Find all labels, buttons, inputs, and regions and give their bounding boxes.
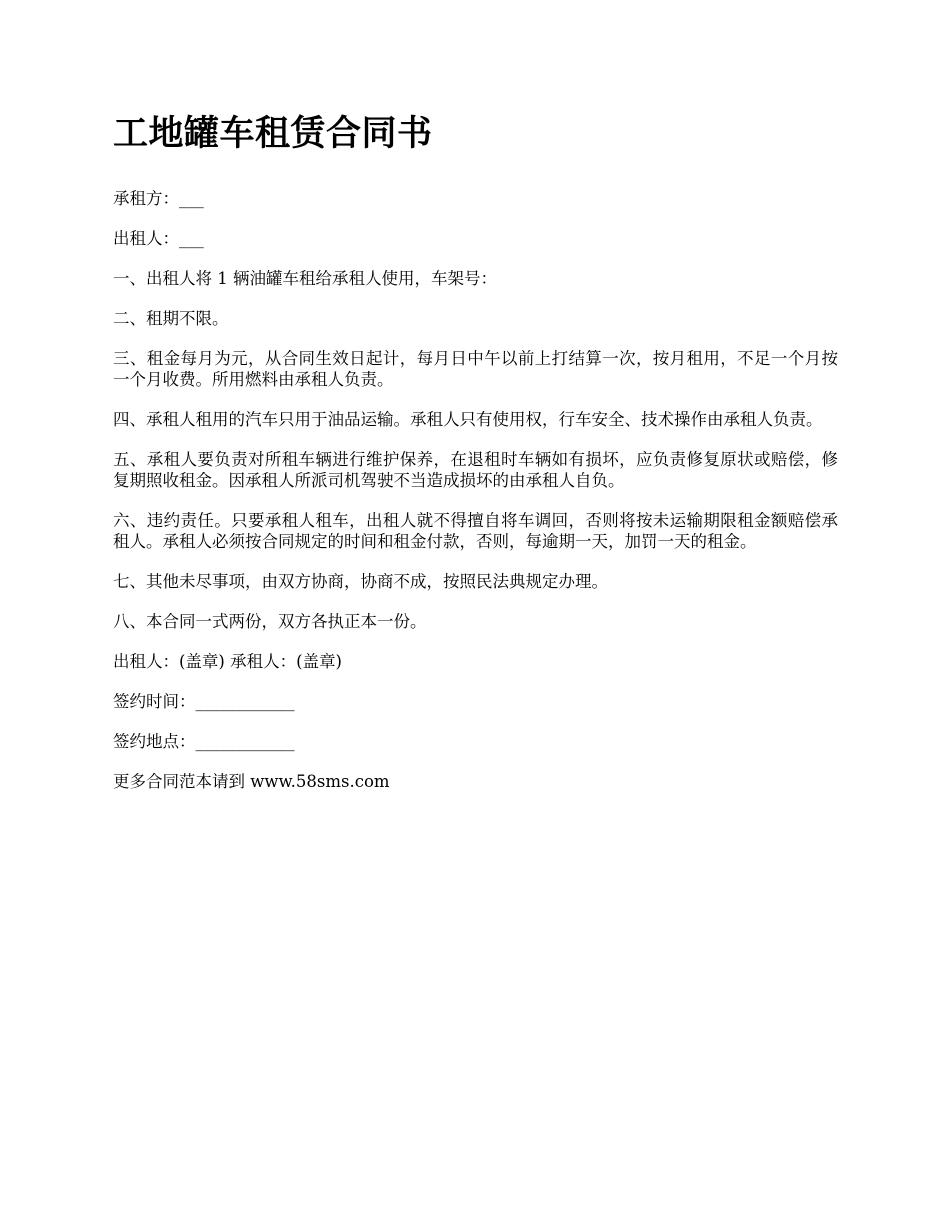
- signing-place-line: 签约地点：____________: [113, 732, 295, 751]
- lessor-line: 出租人：___: [113, 229, 204, 248]
- clause-5: 五、承租人要负责对所租车辆进行维护保养，在退租时车辆如有损坏，应负责修复原状或赔偿，修复期照收租金。因承租人所派司机驾驶不当造成损坏的由承租人自负。: [113, 450, 838, 490]
- clause-8: 八、本合同一式两份，双方各执正本一份。: [113, 612, 427, 631]
- footer-note: 更多合同范本请到 www.58sms.com: [113, 772, 390, 791]
- clause-6: 六、违约责任。只要承租人租车，出租人就不得擅自将车调回，否则将按未运输期限租金额赔偿承租人。承租人必须按合同规定的时间和租金付款，否则，每逾期一天，加罚一天的租金。: [113, 511, 838, 551]
- lessee-line: 承租方：___: [113, 189, 204, 208]
- clause-7: 七、其他未尽事项，由双方协商，协商不成，按照民法典规定办理。: [113, 572, 608, 591]
- clause-2: 二、租期不限。: [113, 309, 229, 328]
- clause-1: 一、出租人将 1 辆油罐车租给承租人使用，车架号：: [113, 269, 497, 288]
- document-title: 工地罐车租赁合同书: [113, 113, 433, 154]
- signing-time-line: 签约时间：____________: [113, 692, 295, 711]
- clause-4: 四、承租人租用的汽车只用于油品运输。承租人只有使用权，行车安全、技术操作由承租人负责。: [113, 410, 823, 429]
- clause-3: 三、租金每月为元，从合同生效日起计，每月日中午以前上打结算一次，按月租用，不足一个月按一个月收费。所用燃料由承租人负责。: [113, 349, 838, 389]
- seal-line: 出租人：(盖章) 承租人：(盖章): [113, 652, 342, 671]
